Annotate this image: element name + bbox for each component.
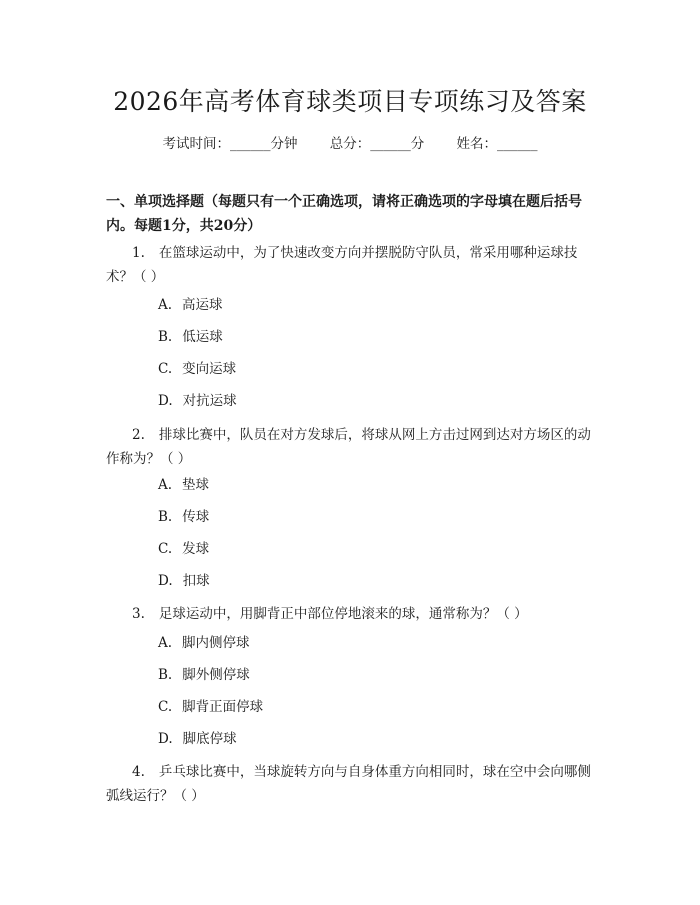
option-text: 垫球 xyxy=(182,477,210,493)
option-letter: B. xyxy=(158,509,173,525)
option-letter: C. xyxy=(158,361,173,377)
question xyxy=(106,423,602,471)
exam-score: 总分：______分 xyxy=(329,136,425,152)
question xyxy=(106,760,602,808)
question-text: 足球运动中，用脚背正中部位停地滚来的球，通常称为？（ ） xyxy=(158,606,528,622)
option-text: 高运球 xyxy=(182,297,223,313)
option xyxy=(158,295,223,315)
document-title: 2026年高考体育球类项目专项练习及答案 xyxy=(113,87,587,116)
option xyxy=(158,475,209,495)
option-letter: C. xyxy=(158,541,173,557)
option-text: 脚背正面停球 xyxy=(182,699,264,715)
option-text: 脚外侧停球 xyxy=(182,667,250,683)
section-heading: 一、单项选择题（每题只有一个正确选项，请将正确选项的字母填在题后括号内。每题1分，共20分） xyxy=(106,194,582,234)
option-letter: B. xyxy=(158,667,173,683)
option-letter: C. xyxy=(158,699,173,715)
option xyxy=(158,539,209,559)
option-text: 脚底停球 xyxy=(182,731,237,747)
option xyxy=(158,507,209,527)
option xyxy=(158,391,237,411)
question-number: 3. xyxy=(132,606,145,622)
option-text: 对抗运球 xyxy=(182,393,237,409)
question-number: 4. xyxy=(132,764,145,780)
option-letter: B. xyxy=(158,329,173,345)
exam-meta xyxy=(0,132,700,152)
option xyxy=(158,327,223,347)
question xyxy=(106,241,602,289)
option-text: 发球 xyxy=(182,541,210,557)
question-number: 2. xyxy=(132,427,145,443)
option-letter: A. xyxy=(158,297,173,313)
exam-time: 考试时间：______分钟 xyxy=(162,136,298,152)
question-text: 乒乓球比赛中，当球旋转方向与自身体重方向相同时，球在空中会向哪侧弧线运行？（ ） xyxy=(106,764,591,804)
question-text: 在篮球运动中，为了快速改变方向并摆脱防守队员，常采用哪种运球技术？（ ） xyxy=(106,245,578,285)
option-letter: A. xyxy=(158,477,173,493)
option-letter: A. xyxy=(158,635,173,651)
option xyxy=(158,665,250,685)
option-letter: D. xyxy=(158,731,173,747)
option xyxy=(158,633,250,653)
option-text: 传球 xyxy=(182,509,210,525)
option-text: 变向运球 xyxy=(182,361,237,377)
option-text: 脚内侧停球 xyxy=(182,635,250,651)
option-text: 扣球 xyxy=(182,573,210,589)
option-letter: D. xyxy=(158,393,173,409)
option xyxy=(158,729,237,749)
question-number: 1. xyxy=(132,245,145,261)
option-letter: D. xyxy=(158,573,173,589)
question xyxy=(106,602,602,626)
option-text: 低运球 xyxy=(182,329,223,345)
exam-name: 姓名：______ xyxy=(456,136,538,152)
question-text: 排球比赛中，队员在对方发球后，将球从网上方击过网到达对方场区的动作称为？（ ） xyxy=(106,427,591,467)
option xyxy=(158,571,210,591)
option xyxy=(158,359,236,379)
option xyxy=(158,697,263,717)
